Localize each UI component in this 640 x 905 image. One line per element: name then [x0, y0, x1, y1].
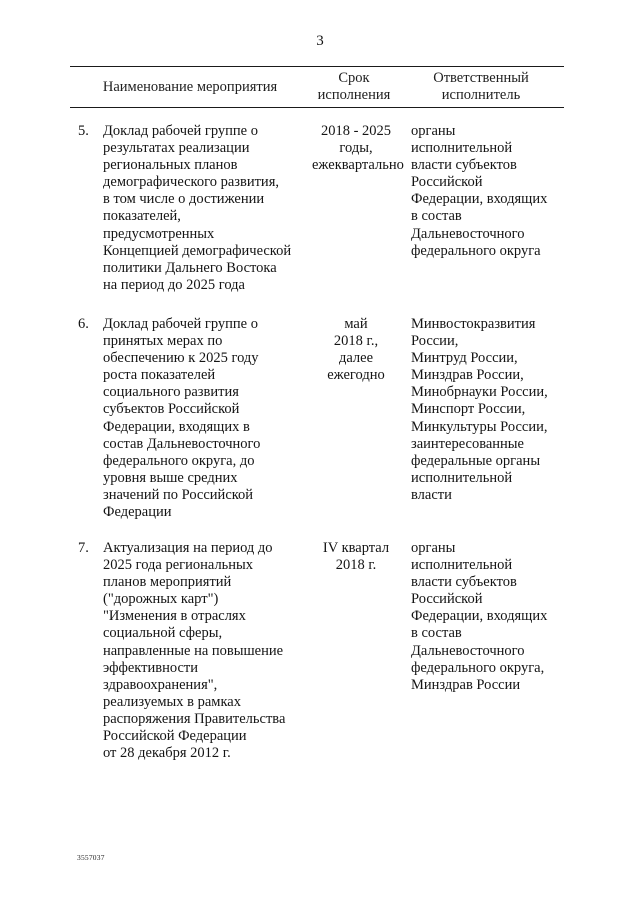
- event-text-line: распоряжения Правительства: [103, 710, 286, 727]
- row-deadline-text: [312, 123, 404, 174]
- executor-text-line: федерального округа: [411, 242, 541, 259]
- event-text-line: состав Дальневосточного: [103, 435, 261, 452]
- event-text-line: Актуализация на период до: [103, 540, 273, 556]
- executor-text-line: власти субъектов: [411, 574, 517, 591]
- executor-text-line: власти субъектов: [411, 157, 517, 174]
- executor-text-line: власти: [411, 486, 452, 503]
- executor-text-line: Федерации, входящих: [411, 608, 548, 625]
- event-text-line: планов мероприятий: [103, 574, 232, 591]
- deadline-text-line: май: [344, 316, 368, 332]
- document-code: 3557037: [77, 853, 105, 862]
- row-executor-text: [411, 123, 566, 260]
- row-number: 7.: [78, 540, 89, 556]
- event-text-line: здравоохранения",: [103, 676, 218, 693]
- executor-text-line: органы: [411, 540, 456, 556]
- executor-text-line: федеральные органы: [411, 452, 541, 469]
- event-text-line: значений по Российской: [103, 486, 254, 503]
- deadline-text-line: 2018 г.,: [333, 333, 379, 350]
- executor-text-line: Минвостокразвития: [411, 316, 536, 332]
- row-number: 5.: [78, 123, 89, 139]
- header-deadline: [310, 70, 398, 104]
- executor-text-line: Дальневосточного: [411, 642, 525, 659]
- executor-text-line: в состав: [411, 208, 462, 225]
- event-text-line: региональных планов: [103, 157, 238, 174]
- event-text-line: ("дорожных карт"): [103, 591, 219, 608]
- event-text-line: демографического развития,: [103, 174, 279, 191]
- row-number: 6.: [78, 316, 89, 332]
- row-deadline-text: [312, 316, 400, 384]
- deadline-text-line: далее: [338, 350, 374, 367]
- event-text-line: результатах реализации: [103, 140, 250, 157]
- event-text-line: направленные на повышение: [103, 642, 284, 659]
- executor-text-line: Минздрав России: [411, 676, 521, 693]
- event-text-line: роста показателей: [103, 367, 216, 384]
- executor-text-line: федерального округа,: [411, 659, 545, 676]
- executor-text-line: Минкультуры России,: [411, 418, 548, 435]
- executor-text-line: Дальневосточного: [411, 225, 525, 242]
- header-deadline-line: исполнения: [317, 87, 391, 103]
- row-deadline-text: [312, 540, 400, 574]
- page-number: 3: [316, 33, 324, 49]
- event-text-line: Доклад рабочей группе о: [103, 123, 258, 139]
- executor-text-line: Российской: [411, 591, 483, 608]
- event-text-line: Российской Федерации: [103, 728, 247, 745]
- event-text-line: "Изменения в отраслях: [103, 608, 246, 625]
- event-text-line: Концепцией демографической: [103, 242, 292, 259]
- executor-text-line: Минздрав России,: [411, 367, 524, 384]
- header-event-name-line: Наименование мероприятия: [102, 79, 278, 95]
- executor-text-line: Минобрнауки России,: [411, 384, 548, 401]
- executor-text-line: Минспорт России,: [411, 401, 526, 418]
- event-text-line: эффективности: [103, 659, 198, 676]
- event-text-line: 2025 года региональных: [103, 557, 254, 574]
- table-top-rule: [70, 66, 564, 67]
- header-executor-line: исполнитель: [441, 87, 521, 103]
- deadline-text-line: ежегодно: [327, 367, 385, 384]
- table-header-rule: [70, 107, 564, 108]
- deadline-text-line: 2018 - 2025: [320, 123, 392, 139]
- executor-text-line: России,: [411, 333, 459, 350]
- row-event-text: [103, 316, 308, 521]
- row-event-text: [103, 123, 308, 294]
- event-text-line: реализуемых в рамках: [103, 693, 241, 710]
- header-deadline-line: Срок: [338, 70, 370, 86]
- deadline-text-line: годы,: [339, 140, 373, 157]
- header-executor: [398, 70, 564, 104]
- deadline-text-line: IV квартал: [322, 540, 390, 556]
- deadline-text-line: 2018 г.: [335, 557, 377, 574]
- executor-text-line: заинтересованные: [411, 435, 524, 452]
- event-text-line: уровня выше средних: [103, 469, 238, 486]
- executor-text-line: исполнительной: [411, 469, 513, 486]
- executor-text-line: органы: [411, 123, 456, 139]
- deadline-text-line: ежеквартально: [312, 157, 404, 174]
- executor-text-line: исполнительной: [411, 557, 513, 574]
- row-executor-text: [411, 540, 566, 694]
- executor-text-line: исполнительной: [411, 140, 513, 157]
- executor-text-line: в состав: [411, 625, 462, 642]
- event-text-line: политики Дальнего Востока: [103, 259, 277, 276]
- event-text-line: принятых мерах по: [103, 333, 223, 350]
- event-text-line: социальной сферы,: [103, 625, 223, 642]
- event-text-line: от 28 декабря 2012 г.: [103, 745, 231, 762]
- event-text-line: на период до 2025 года: [103, 276, 245, 293]
- executor-text-line: Минтруд России,: [411, 350, 518, 367]
- header-event-name: [70, 79, 310, 96]
- executor-text-line: Российской: [411, 174, 483, 191]
- event-text-line: субъектов Российской: [103, 401, 240, 418]
- event-text-line: социального развития: [103, 384, 239, 401]
- header-executor-line: Ответственный: [433, 70, 529, 86]
- row-executor-text: [411, 316, 566, 504]
- event-text-line: обеспечению к 2025 году: [103, 350, 259, 367]
- event-text-line: предусмотренных: [103, 225, 215, 242]
- executor-text-line: Федерации, входящих: [411, 191, 548, 208]
- event-text-line: Федерации: [103, 504, 172, 521]
- event-text-line: показателей,: [103, 208, 181, 225]
- row-event-text: [103, 540, 308, 762]
- event-text-line: Федерации, входящих в: [103, 418, 250, 435]
- event-text-line: в том числе о достижении: [103, 191, 265, 208]
- event-text-line: федерального округа, до: [103, 452, 255, 469]
- event-text-line: Доклад рабочей группе о: [103, 316, 258, 332]
